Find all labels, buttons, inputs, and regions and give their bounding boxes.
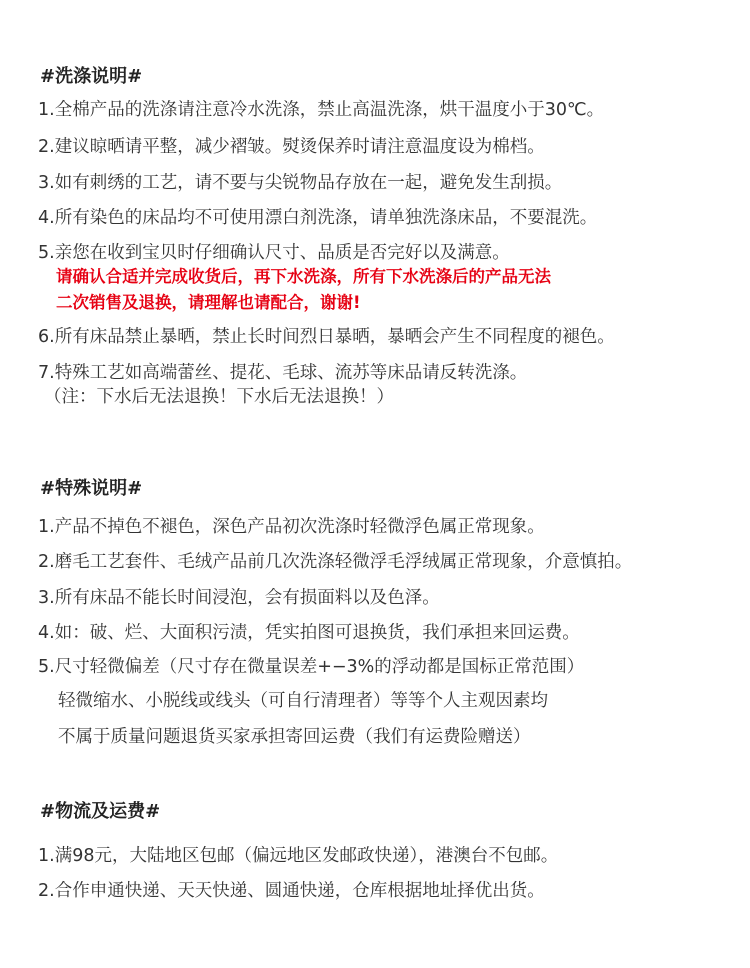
shipping-item-2: 2.合作申通快递、天天快递、圆通快递，仓库根据地址择优出货。 <box>38 881 545 901</box>
washing-item-6: 6.所有床品禁止暴晒，禁止长时间烈日暴晒，暴晒会产生不同程度的褪色。 <box>38 327 615 347</box>
special-item-5-cont-2: 不属于质量问题退货买家承担寄回运费（我们有运费险赠送） <box>58 727 531 747</box>
washing-warning-line-2: 二次销售及退换，请理解也请配合，谢谢! <box>56 293 361 312</box>
shipping-item-1: 1.满98元，大陆地区包邮（偏远地区发邮政快递），港澳台不包邮。 <box>38 846 559 866</box>
special-item-1: 1.产品不掉色不褪色，深色产品初次洗涤时轻微浮色属正常现象。 <box>38 517 545 537</box>
shipping-heading: #物流及运费# <box>40 801 161 822</box>
washing-item-4: 4.所有染色的床品均不可使用漂白剂洗涤，请单独洗涤床品，不要混洗。 <box>38 208 598 228</box>
special-item-5-cont-1: 轻微缩水、小脱线或线头（可自行清理者）等等个人主观因素均 <box>58 691 548 711</box>
washing-warning-line-1: 请确认合适并完成收货后，再下水洗涤，所有下水洗涤后的产品无法 <box>56 267 551 286</box>
special-item-3: 3.所有床品不能长时间浸泡，会有损面料以及色泽。 <box>38 588 440 608</box>
special-item-2: 2.磨毛工艺套件、毛绒产品前几次洗涤轻微浮毛浮绒属正常现象，介意慎拍。 <box>38 552 633 572</box>
special-item-4: 4.如：破、烂、大面积污渍，凭实拍图可退换货，我们承担来回运费。 <box>38 623 580 643</box>
washing-item-2: 2.建议晾晒请平整，减少褶皱。熨烫保养时请注意温度设为棉档。 <box>38 137 545 157</box>
washing-instructions-heading: #洗涤说明# <box>40 66 143 87</box>
special-notes-heading: #特殊说明# <box>40 478 143 499</box>
washing-item-3: 3.如有刺绣的工艺，请不要与尖锐物品存放在一起，避免发生刮损。 <box>38 173 563 193</box>
washing-item-1: 1.全棉产品的洗涤请注意冷水洗涤，禁止高温洗涤，烘干温度小于30℃。 <box>38 100 605 120</box>
washing-item-5: 5.亲您在收到宝贝时仔细确认尺寸、品质是否完好以及满意。 <box>38 243 510 263</box>
washing-note: （注：下水后无法退换！下水后无法退换！） <box>44 387 394 407</box>
special-item-5: 5.尺寸轻微偏差（尺寸存在微量误差+−3%的浮动都是国标正常范围） <box>38 657 585 677</box>
washing-item-7: 7.特殊工艺如高端蕾丝、提花、毛球、流苏等床品请反转洗涤。 <box>38 363 528 383</box>
